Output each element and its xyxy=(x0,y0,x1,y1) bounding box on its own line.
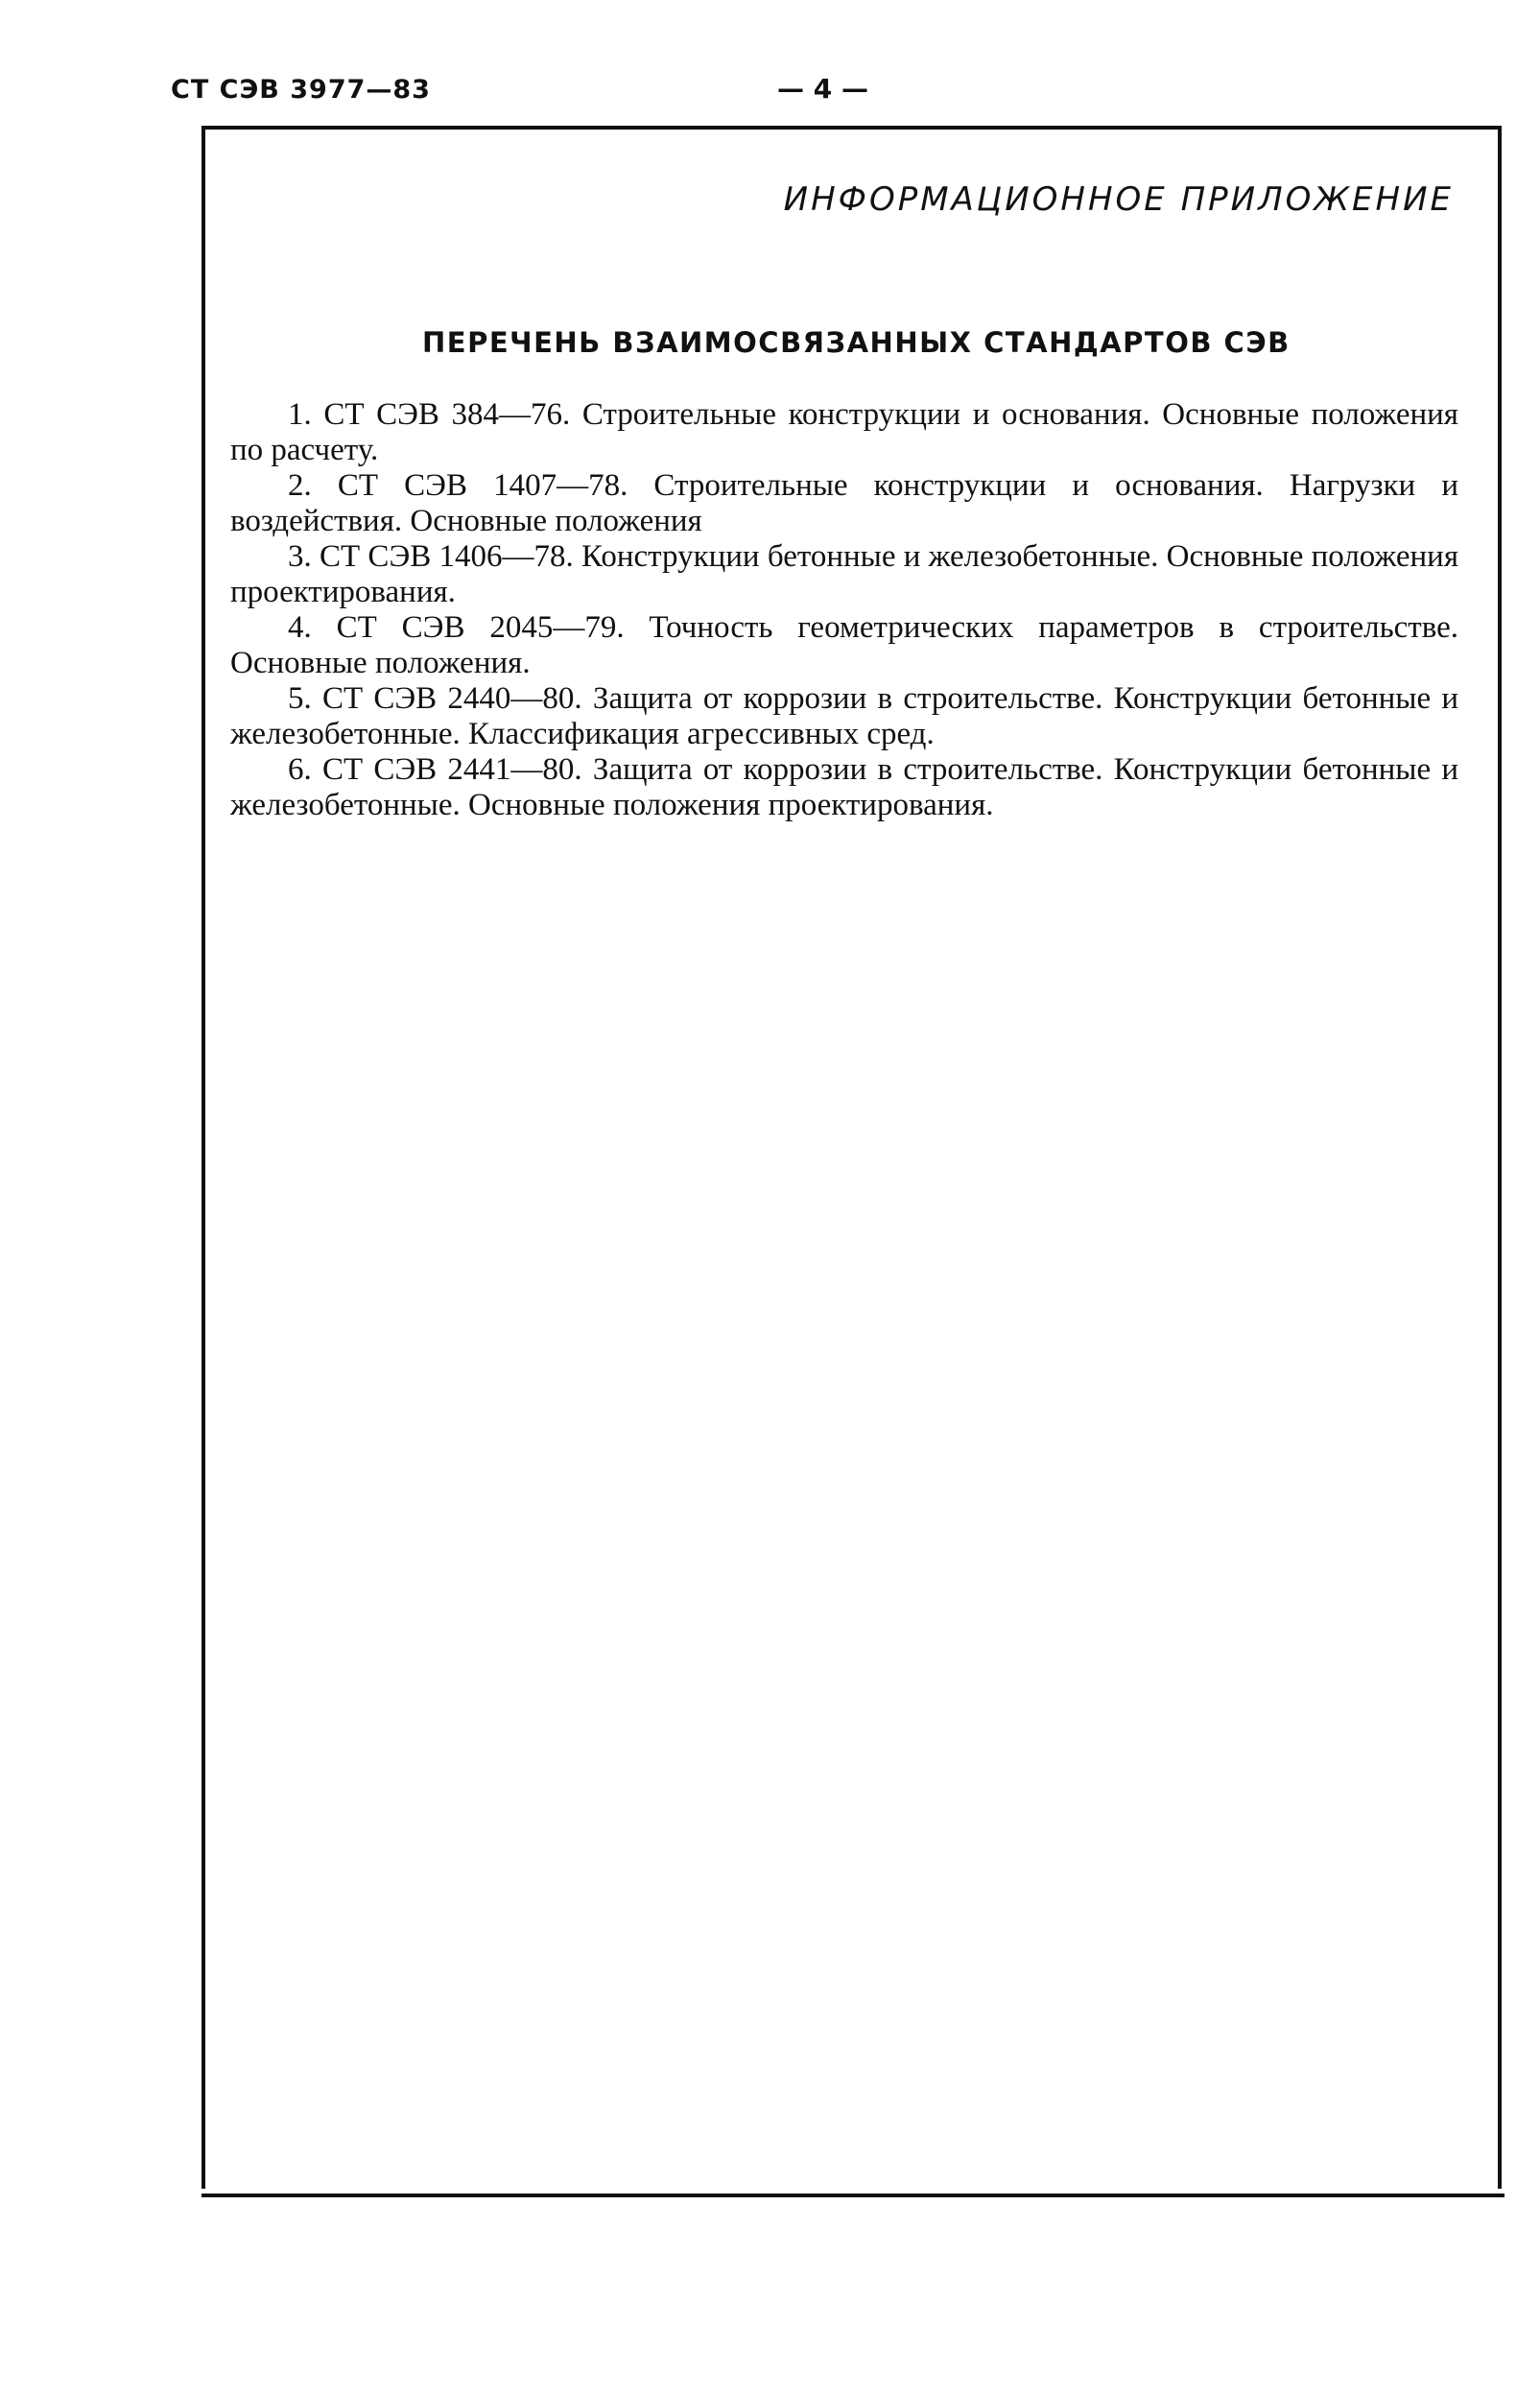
list-item: 3. СТ СЭВ 1406—78. Конструкции бетонные и железобетонные. Основные положения проектирования. xyxy=(230,539,1458,609)
standards-list xyxy=(230,397,1458,823)
appendix-label: ИНФОРМАЦИОННОЕ ПРИЛОЖЕНИЕ xyxy=(783,180,1454,219)
page-frame-bottom-rule xyxy=(201,2193,1504,2197)
list-item: 2. СТ СЭВ 1407—78. Строительные конструкции и основания. Нагрузки и воздействия. Основные положения xyxy=(230,468,1458,538)
page-number: — 4 — xyxy=(777,73,868,105)
list-item: 1. СТ СЭВ 384—76. Строительные конструкции и основания. Основные положения по расчету. xyxy=(230,397,1458,467)
list-title: ПЕРЕЧЕНЬ ВЗАИМОСВЯЗАННЫХ СТАНДАРТОВ СЭВ xyxy=(422,326,1291,359)
document-code: СТ СЭВ 3977—83 xyxy=(171,75,431,105)
list-item: 6. СТ СЭВ 2441—80. Защита от коррозии в строительстве. Конструкции бетонные и железобетонные. Основные положения проектирования. xyxy=(230,752,1458,822)
list-item: 5. СТ СЭВ 2440—80. Защита от коррозии в строительстве. Конструкции бетонные и железобетонные. Классификация агрессивных сред. xyxy=(230,681,1458,751)
list-item: 4. СТ СЭВ 2045—79. Точность геометрических параметров в строительстве. Основные положения. xyxy=(230,610,1458,680)
